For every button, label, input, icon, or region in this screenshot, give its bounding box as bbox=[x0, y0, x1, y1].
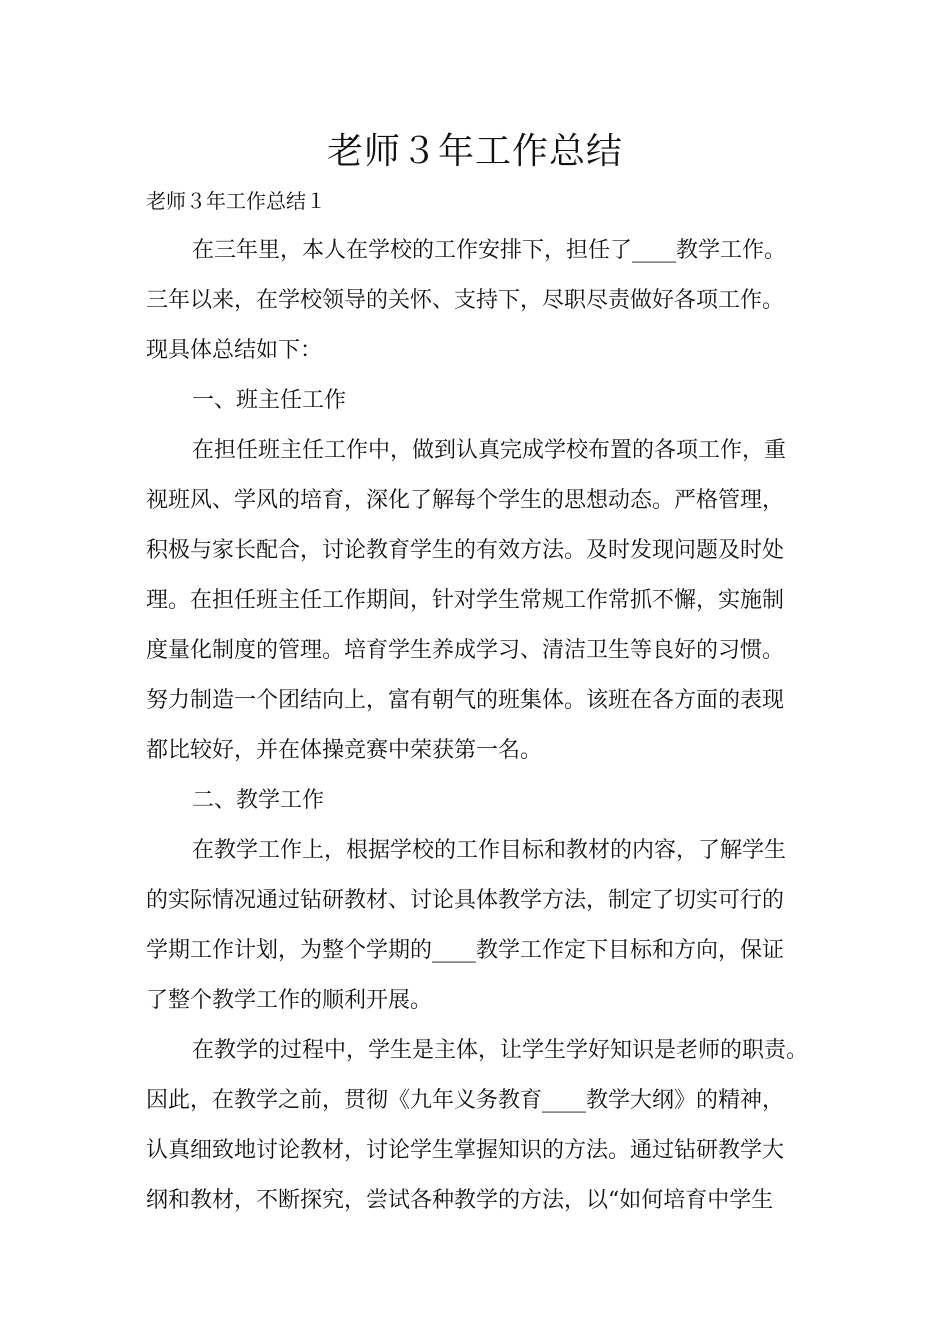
paragraph-line: 积极与家长配合，讨论教育学生的有效方法。及时发现问题及时处 bbox=[146, 538, 785, 563]
paragraph-line: 认真细致地讨论教材，讨论学生掌握知识的方法。通过钻研教学大 bbox=[146, 1138, 785, 1163]
paragraph-line: 的实际情况通过钻研教材、讨论具体教学方法，制定了切实可行的 bbox=[146, 888, 785, 913]
paragraph-line: 都比较好，并在体操竞赛中荣获第一名。 bbox=[146, 738, 543, 763]
paragraph-line: 在担任班主任工作中，做到认真完成学校布置的各项工作，重 bbox=[192, 438, 787, 463]
paragraph-line: 理。在担任班主任工作期间，针对学生常规工作常抓不懈，实施制 bbox=[146, 588, 785, 613]
paragraph-line: 在三年里，本人在学校的工作安排下，担任了____教学工作。 bbox=[192, 238, 787, 263]
paragraph-line: 因此，在教学之前，贯彻《九年义务教育____教学大纲》的精神， bbox=[146, 1088, 785, 1113]
paragraph-line: 纲和教材，不断探究，尝试各种教学的方法，以“如何培育中学生 bbox=[146, 1188, 774, 1213]
paragraph-line: 了整个教学工作的顺利开展。 bbox=[146, 988, 433, 1013]
paragraph-line: 三年以来，在学校领导的关怀、支持下，尽职尽责做好各项工作。 bbox=[146, 288, 785, 313]
paragraph-line: 视班风、学风的培育，深化了解每个学生的思想动态。严格管理， bbox=[146, 488, 785, 513]
section-heading: 一、班主任工作 bbox=[192, 388, 347, 413]
paragraph-line: 在教学的过程中，学生是主体，让学生学好知识是老师的职责。 bbox=[192, 1038, 809, 1063]
paragraph-line: 现具体总结如下： bbox=[146, 338, 323, 363]
paragraph-line: 努力制造一个团结向上，富有朝气的班集体。该班在各方面的表现 bbox=[146, 688, 785, 713]
paragraph-line: 在教学工作上，根据学校的工作目标和教材的内容，了解学生 bbox=[192, 838, 787, 863]
section-subtitle: 老师３年工作总结１ bbox=[146, 189, 326, 213]
document-title: 老师３年工作总结 bbox=[326, 131, 623, 172]
paragraph-line: 学期工作计划，为整个学期的____教学工作定下目标和方向，保证 bbox=[146, 938, 785, 963]
paragraph-line: 度量化制度的管理。培育学生养成学习、清洁卫生等良好的习惯。 bbox=[146, 638, 785, 663]
section-heading: 二、教学工作 bbox=[192, 788, 325, 813]
